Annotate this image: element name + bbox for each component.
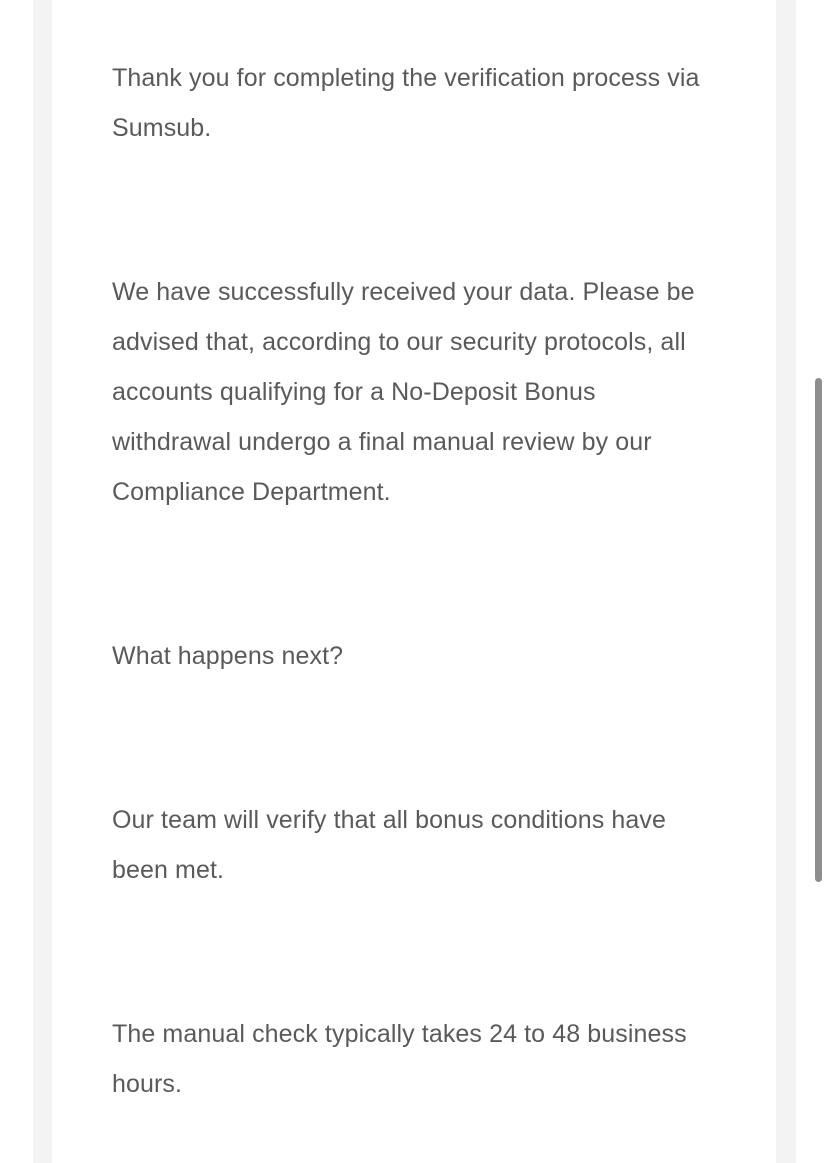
review-timing-paragraph: The manual check typically takes 24 to 48 business hours. [112, 1020, 687, 1098]
scrollbar-thumb[interactable] [815, 378, 822, 882]
intro-paragraph: Thank you for completing the verification process via Sumsub. [112, 64, 700, 142]
email-card [52, 0, 776, 1163]
right-margin [796, 0, 828, 1163]
left-frame [33, 0, 52, 1163]
verify-conditions-paragraph: Our team will verify that all bonus conditions have been met. [112, 806, 666, 884]
right-frame [776, 0, 796, 1163]
data-received-paragraph: We have successfully received your data. Please be advised that, according to our security protocols, all accounts qualifying for a No-Deposit Bonus withdrawal undergo a final manual review by our Compliance Department. [112, 278, 695, 506]
left-margin [0, 0, 33, 1163]
email-body [112, 53, 712, 1109]
what-happens-next-heading: What happens next? [112, 642, 344, 670]
